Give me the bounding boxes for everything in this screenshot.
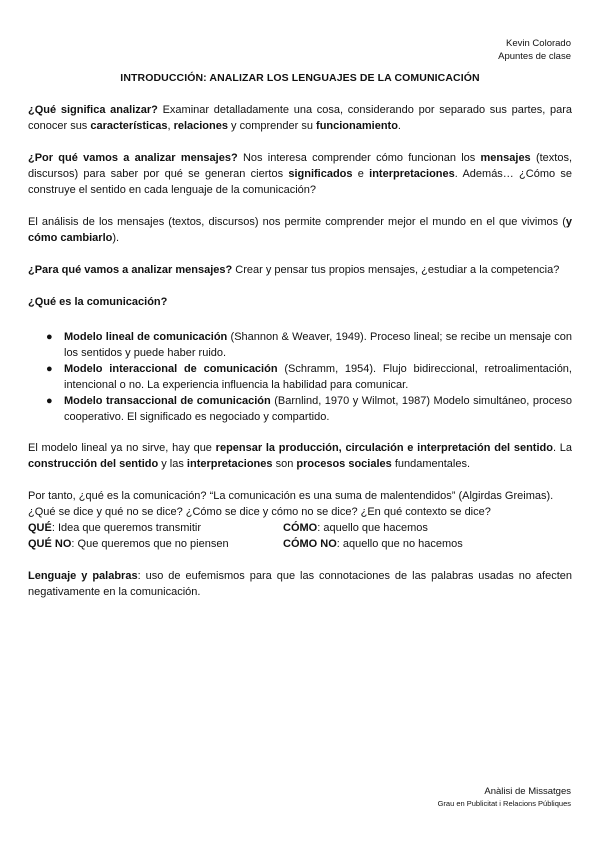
bold-term: repensar la producción, circulación e interpretación del sentido [215, 442, 553, 454]
bullet-icon: ● [46, 395, 53, 407]
bold-term: Modelo transaccional de comunicación [64, 395, 271, 407]
bold-term: funcionamiento [316, 120, 398, 132]
pair-row-2 [28, 536, 572, 552]
text: Crear y pensar tus propios mensajes, ¿estudiar a la competencia? [232, 264, 560, 276]
page-footer [438, 785, 571, 809]
list-item [28, 361, 572, 393]
text-line: ¿Qué se dice y qué no se dice? ¿Cómo se dice y cómo no se dice? ¿En qué contexto se dice? [28, 506, 491, 518]
text: El análisis de los mensajes (textos, discursos) nos permite comprender mejor el mundo en el que vivimos ( [28, 216, 566, 228]
text: (Barnlind, 1970 y Wilmot, 1987) Modelo simultáneo, proceso cooperativo. El significado es negociado y compartido. [64, 395, 572, 423]
course-name: Anàlisi de Missatges [484, 786, 571, 797]
paragraph-por-tanto [28, 488, 572, 520]
bold-term: Modelo lineal de comunicación [64, 331, 228, 343]
text: y comprender su [227, 120, 317, 132]
paragraph-para-que [28, 262, 572, 278]
bold-term: Modelo interaccional de comunicación [64, 363, 278, 375]
text: : aquello que hacemos [317, 522, 428, 534]
paragraph-modelo-lineal [28, 440, 572, 472]
bold-term: construcción del sentido [28, 458, 159, 470]
author-name: Kevin Colorado [506, 38, 571, 49]
bold-term: QUÉ NO [28, 538, 72, 550]
text: . [397, 120, 401, 132]
bold-term: interpretaciones [369, 168, 455, 180]
text: (textos, discursos) para saber por qué se generan ciertos [28, 152, 573, 180]
text: ). [112, 232, 120, 244]
text: son [272, 458, 297, 470]
bold-term: y cómo cambiarlo [28, 216, 572, 244]
bold-term: interpretaciones [186, 458, 273, 470]
question: ¿Qué significa analizar? [28, 104, 158, 116]
bold-term: procesos sociales [296, 458, 392, 470]
text: e [352, 168, 370, 180]
question: ¿Qué es la comunicación? [28, 296, 168, 308]
list-item [28, 393, 572, 425]
models-list [28, 329, 572, 425]
bullet-icon: ● [46, 363, 53, 375]
paragraph-analisis [28, 214, 572, 246]
bold-term: mensajes [480, 152, 531, 164]
bold-term: CÓMO NO [283, 538, 337, 550]
bold-term: CÓMO [283, 522, 318, 534]
bold-term: Lenguaje y palabras [28, 570, 138, 582]
text: Examinar detalladamente una cosa, considerando por separado sus partes, para conocer sus [28, 104, 572, 132]
text: El modelo lineal ya no sirve, hay que [28, 442, 216, 454]
degree-name: Grau en Publicitat i Relacions Públiques [437, 799, 571, 808]
text: fundamentales. [391, 458, 471, 470]
bullet-icon: ● [46, 331, 53, 343]
question: ¿Por qué vamos a analizar mensajes? [28, 152, 238, 164]
paragraph-por-que [28, 150, 572, 198]
text-line: Por tanto, ¿qué es la comunicación? “La comunicación es una suma de malentendidos” (Algirdas Greimas). [28, 490, 554, 502]
text: , [167, 120, 174, 132]
text: (Schramm, 1954). Flujo bidireccional, retroalimentación, intencional o no. La experiencia influencia la habilidad para comunicar. [64, 363, 572, 391]
text: . La [552, 442, 572, 454]
text: Nos interesa comprender cómo funcionan los [237, 152, 481, 164]
pair-row-1 [28, 520, 572, 536]
paragraph-que-es [28, 294, 572, 310]
text: (Shannon & Weaver, 1949). Proceso lineal; se recibe un mensaje con los sentidos y puede haber ruido. [64, 331, 572, 359]
page-header [498, 37, 571, 63]
text: y las [158, 458, 187, 470]
list-item [28, 329, 572, 361]
bold-term: características [90, 120, 168, 132]
bold-term: QUÉ [28, 522, 52, 534]
text: : Que queremos que no piensen [71, 538, 229, 550]
paragraph-analizar [28, 102, 572, 134]
paragraph-lenguaje [28, 568, 572, 600]
text: : aquello que no hacemos [336, 538, 463, 550]
bold-term: relaciones [173, 120, 228, 132]
text: : uso de eufemismos para que las connotaciones de las palabras usadas no afecten negativamente en la comunicación. [28, 570, 572, 598]
question: ¿Para qué vamos a analizar mensajes? [28, 264, 233, 276]
header-subtitle: Apuntes de clase [498, 51, 571, 62]
bold-term: significados [288, 168, 353, 180]
text: . Además… ¿Cómo se construye el sentido en cada lenguaje de la comunicación? [28, 168, 572, 196]
page-title: INTRODUCCIÓN: ANALIZAR LOS LENGUAJES DE LA COMUNICACIÓN [120, 72, 480, 84]
text: : Idea que queremos transmitir [51, 522, 202, 534]
